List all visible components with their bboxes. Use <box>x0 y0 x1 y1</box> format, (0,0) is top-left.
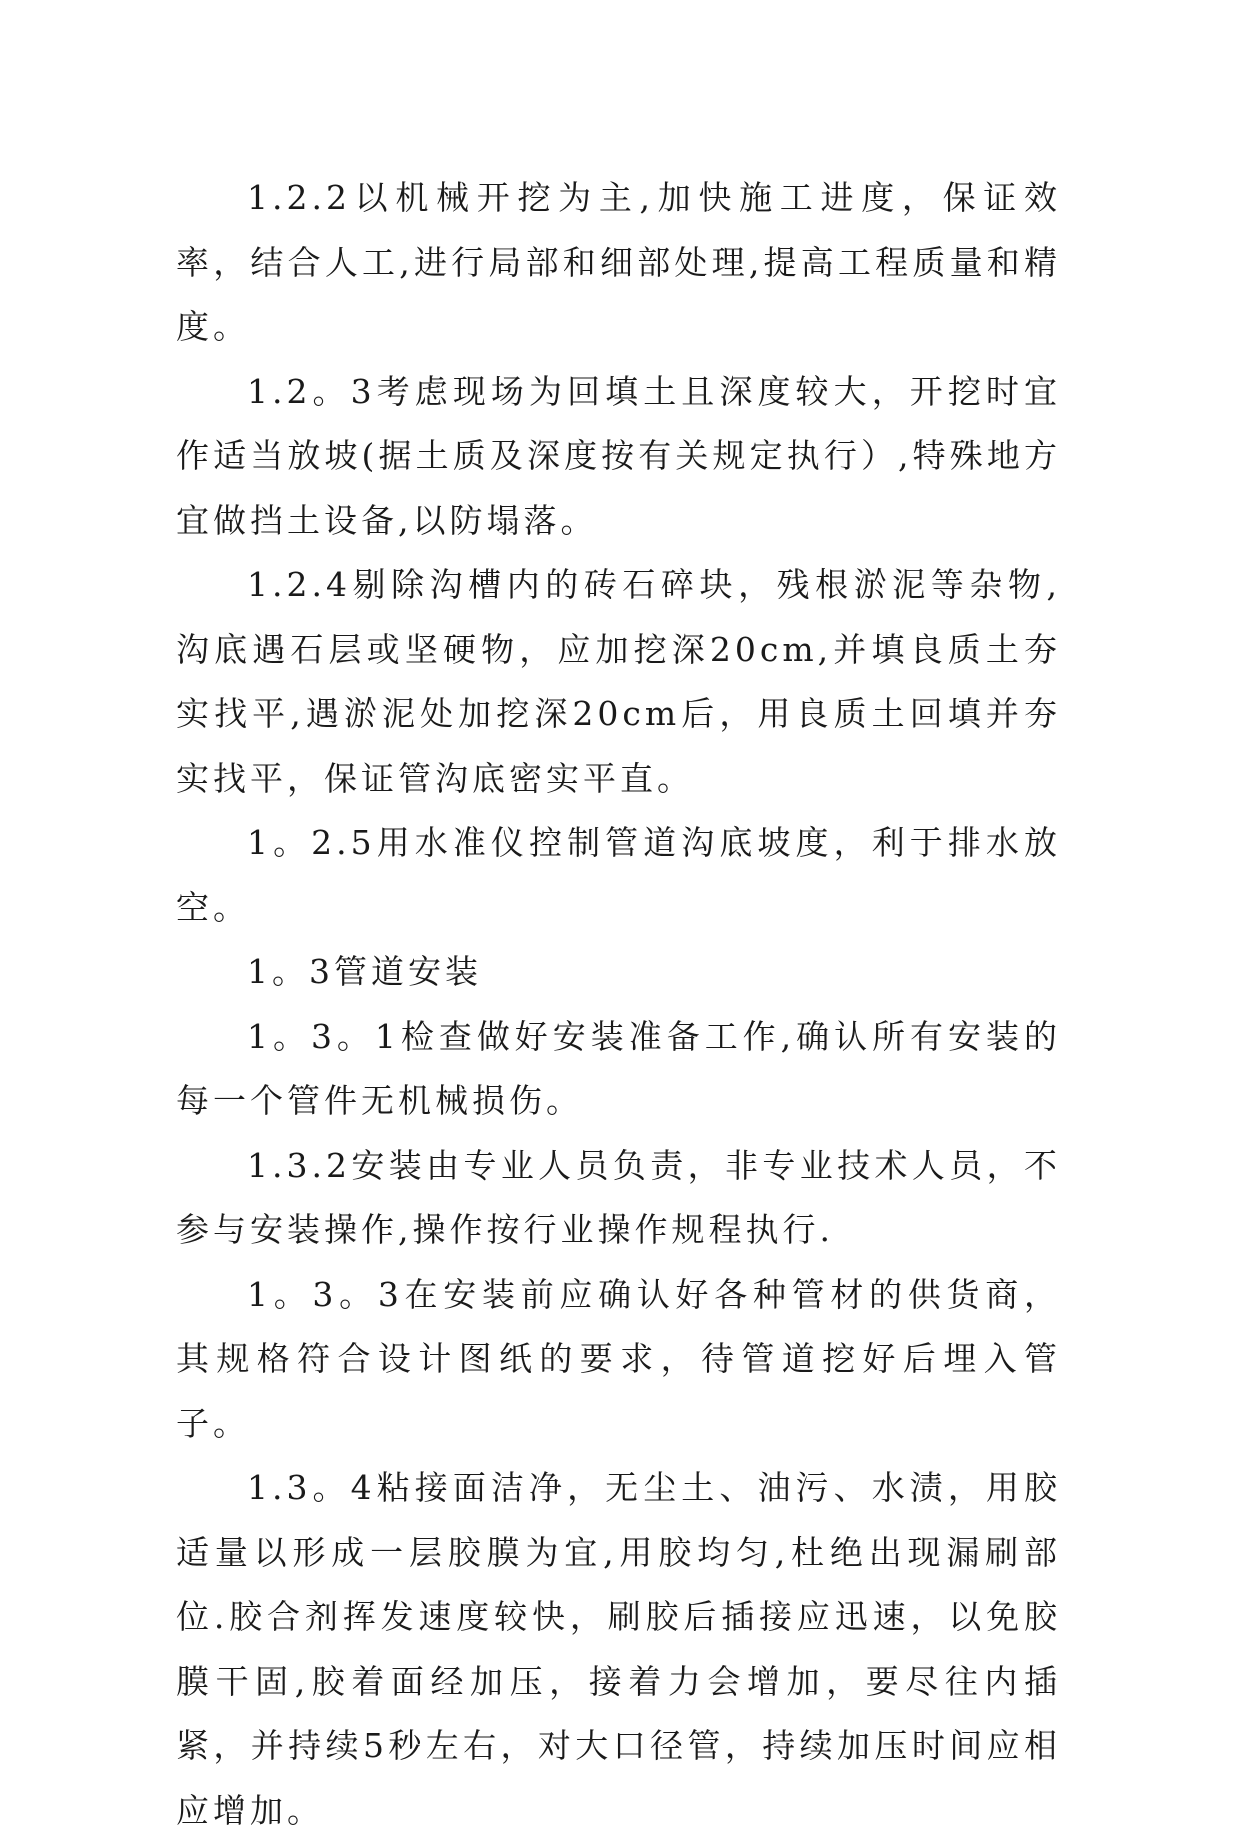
paragraph-1-3-2: 1.3.2安装由专业人员负责，非专业技术人员，不参与安装操作,操作按行业操作规程执行. <box>176 1145 1061 1249</box>
section-heading-1-3: 1。3管道安装 <box>247 952 482 991</box>
document-body <box>176 166 1061 1843</box>
paragraph-1-2-5: 1。2.5用水准仪控制管道沟底坡度，利于排水放空。 <box>176 823 1061 927</box>
paragraph-1-3-3: 1。3。3在安装前应确认好各种管材的供货商，其规格符合设计图纸的要求，待管道挖好后埋入管子。 <box>176 1274 1061 1443</box>
paragraph-1-2-3: 1.2。3考虑现场为回填土且深度较大，开挖时宜作适当放坡(据土质及深度按有关规定执行）,特殊地方宜做挡土设备,以防塌落。 <box>176 371 1061 540</box>
paragraph-1-2-4: 1.2.4剔除沟槽内的砖石碎块，残根淤泥等杂物,沟底遇石层或坚硬物，应加挖深20cm,并填良质土夯实找平,遇淤泥处加挖深20cm后，用良质土回填并夯实找平，保证管沟底密实平直。 <box>176 565 1061 798</box>
paragraph-1-2-2: 1.2.2以机械开挖为主,加快施工进度，保证效率，结合人工,进行局部和细部处理,提高工程质量和精度。 <box>176 178 1061 346</box>
paragraph-1-3-1: 1。3。1检查做好安装准备工作,确认所有安装的每一个管件无机械损伤。 <box>176 1016 1061 1120</box>
paragraph-1-3-4: 1.3。4粘接面洁净，无尘土、油污、水渍，用胶适量以形成一层胶膜为宜,用胶均匀,杜绝出现漏刷部位.胶合剂挥发速度较快，刷胶后插接应迅速，以免胶膜干固,胶着面经加压，接着力会增加，要尽往内插紧，并持续5秒左右，对大口径管，持续加压时间应相应增加。 <box>176 1468 1061 1830</box>
